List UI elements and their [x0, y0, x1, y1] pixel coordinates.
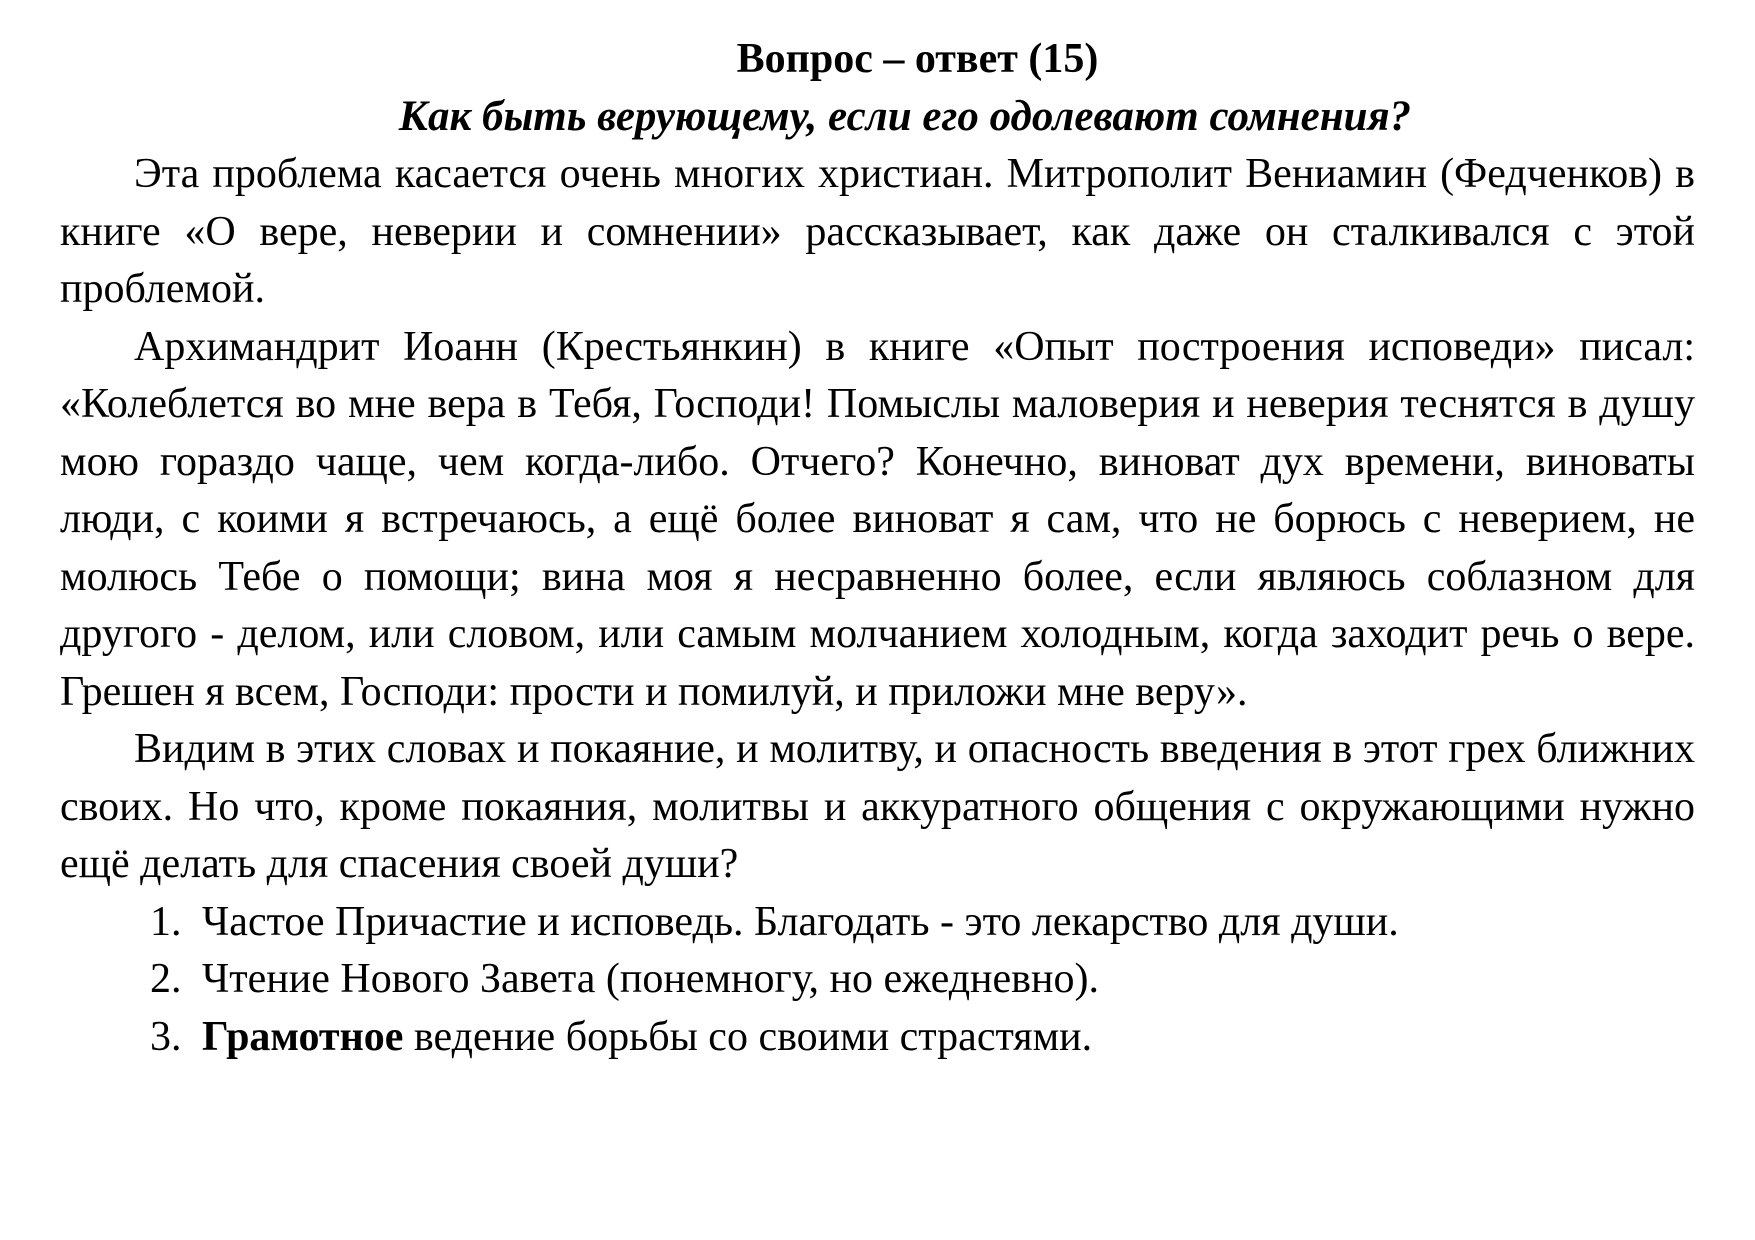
list-item-text: Частое Причастие и исповедь. Благодать - это лекарство для души.: [202, 898, 1399, 945]
list-item-number: 2.: [150, 956, 182, 1002]
list-item-text: Чтение Нового Завета (понемногу, но ежедневно).: [202, 956, 1099, 1002]
question-heading: Как быть верующему, если его одолевают сомнения?: [398, 93, 1412, 140]
list-item-number: 3.: [150, 1013, 182, 1060]
paragraph-1: Эта проблема касается очень многих христиан. Митрополит Вениамин (Федченков) в книге «О вере, неверии и сомнении» рассказывает, как даже он сталкивался с этой проблемой.: [60, 151, 1695, 312]
paragraph-3: Видим в этих словах и покаяние, и молитву, и опасность введения в этот грех ближних своих. Но что, кроме покаяния, молитвы и аккуратного общения с окружающими нужно ещё делать для спасения своей души?: [60, 726, 1695, 887]
document-title: Вопрос – ответ (15): [736, 36, 1099, 82]
list-item-bold: Грамотное: [202, 1013, 404, 1060]
list-item-text: ведение борьбы со своими страстями.: [403, 1013, 1093, 1060]
recommendations-list: [60, 894, 1695, 1067]
document-page: [60, 30, 1695, 1066]
paragraph-2: Архимандрит Иоанн (Крестьянкин) в книге «Опыт построения исповеди» писал: «Колеблется во мне вера в Тебя, Господи! Помыслы маловерия и неверия теснятся в душу мою гораздо чаще, чем когда-либо. Отчего? Конечно, виноват дух времени, виноваты люди, с коими я встречаюсь, а ещё более виноват я сам, что не борюсь с неверием, не молюсь Тебе о помощи; вина моя я несравненно более, если являюсь соблазном для другого - делом, или словом, или самым молчанием холодным, когда заходит речь о вере. Грешен я всем, Господи: прости и помилуй, и приложи мне веру».: [60, 323, 1695, 715]
list-item: [60, 951, 1695, 1009]
list-item: [60, 1009, 1695, 1067]
list-item: [60, 894, 1695, 952]
list-item-number: 1.: [150, 898, 182, 945]
